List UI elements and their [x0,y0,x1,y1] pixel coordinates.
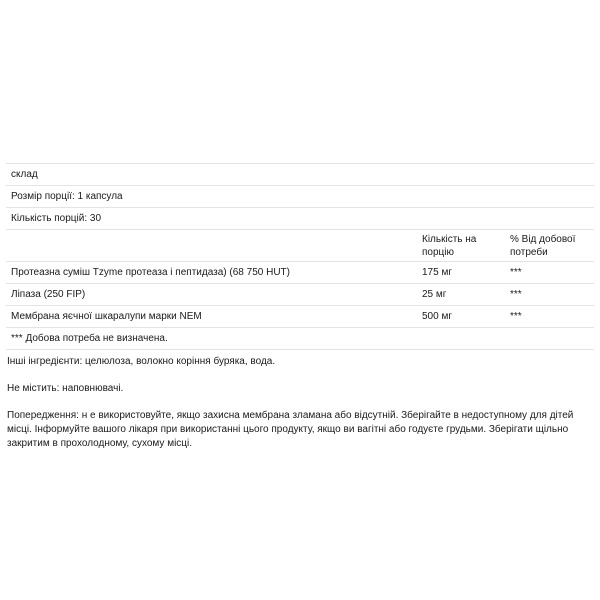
does-not-contain: Не містить: наповнювачі. [7,383,124,394]
other-ingredients: Інші інгредієнти: целюлоза, волокно коріння буряка, вода. [7,356,276,367]
footnote-row [6,328,594,350]
daily-value-footnote: *** Добова потреба не визначена. [6,328,594,350]
facts-header-row [6,230,594,262]
ingredient-daily-value: *** [505,262,594,284]
servings-per-container-row [6,208,594,230]
supplement-facts-panel [6,163,594,464]
ingredient-amount: 175 мг [417,262,505,284]
ingredient-row [6,306,594,328]
ingredient-name: Ліпаза (250 FIP) [6,284,417,306]
ingredient-daily-value: *** [505,284,594,306]
servings-per-container: Кількість порцій: 30 [6,208,594,230]
header-blank [6,230,417,262]
facts-title: склад [6,164,594,186]
warning-text: Попередження: н е використовуйте, якщо захисна мембрана зламана або відсутній. Зберігайте в недоступному для дітей місці. Інформуйте вашого лікаря при використанні цього продукту, якщо ви вагітні або годуєте грудьми. Зберігати щільно закритим в прохолодному, сухому місці. [7,410,574,449]
ingredient-name: Протеазна суміш Tzyme протеаза і пептидаза) (68 750 HUT) [6,262,417,284]
ingredient-daily-value: *** [505,306,594,328]
facts-title-row [6,164,594,186]
ingredient-name: Мембрана яєчної шкаралупи марки NEM [6,306,417,328]
header-daily-value: % Від добової потреби [505,230,594,262]
supplement-facts-table [6,163,594,350]
product-notes [6,355,594,451]
serving-size-row [6,186,594,208]
ingredient-row [6,284,594,306]
header-amount: Кількість на порцію [417,230,505,262]
ingredient-amount: 25 мг [417,284,505,306]
ingredient-amount: 500 мг [417,306,505,328]
serving-size: Розмір порції: 1 капсула [6,186,594,208]
ingredient-row [6,262,594,284]
